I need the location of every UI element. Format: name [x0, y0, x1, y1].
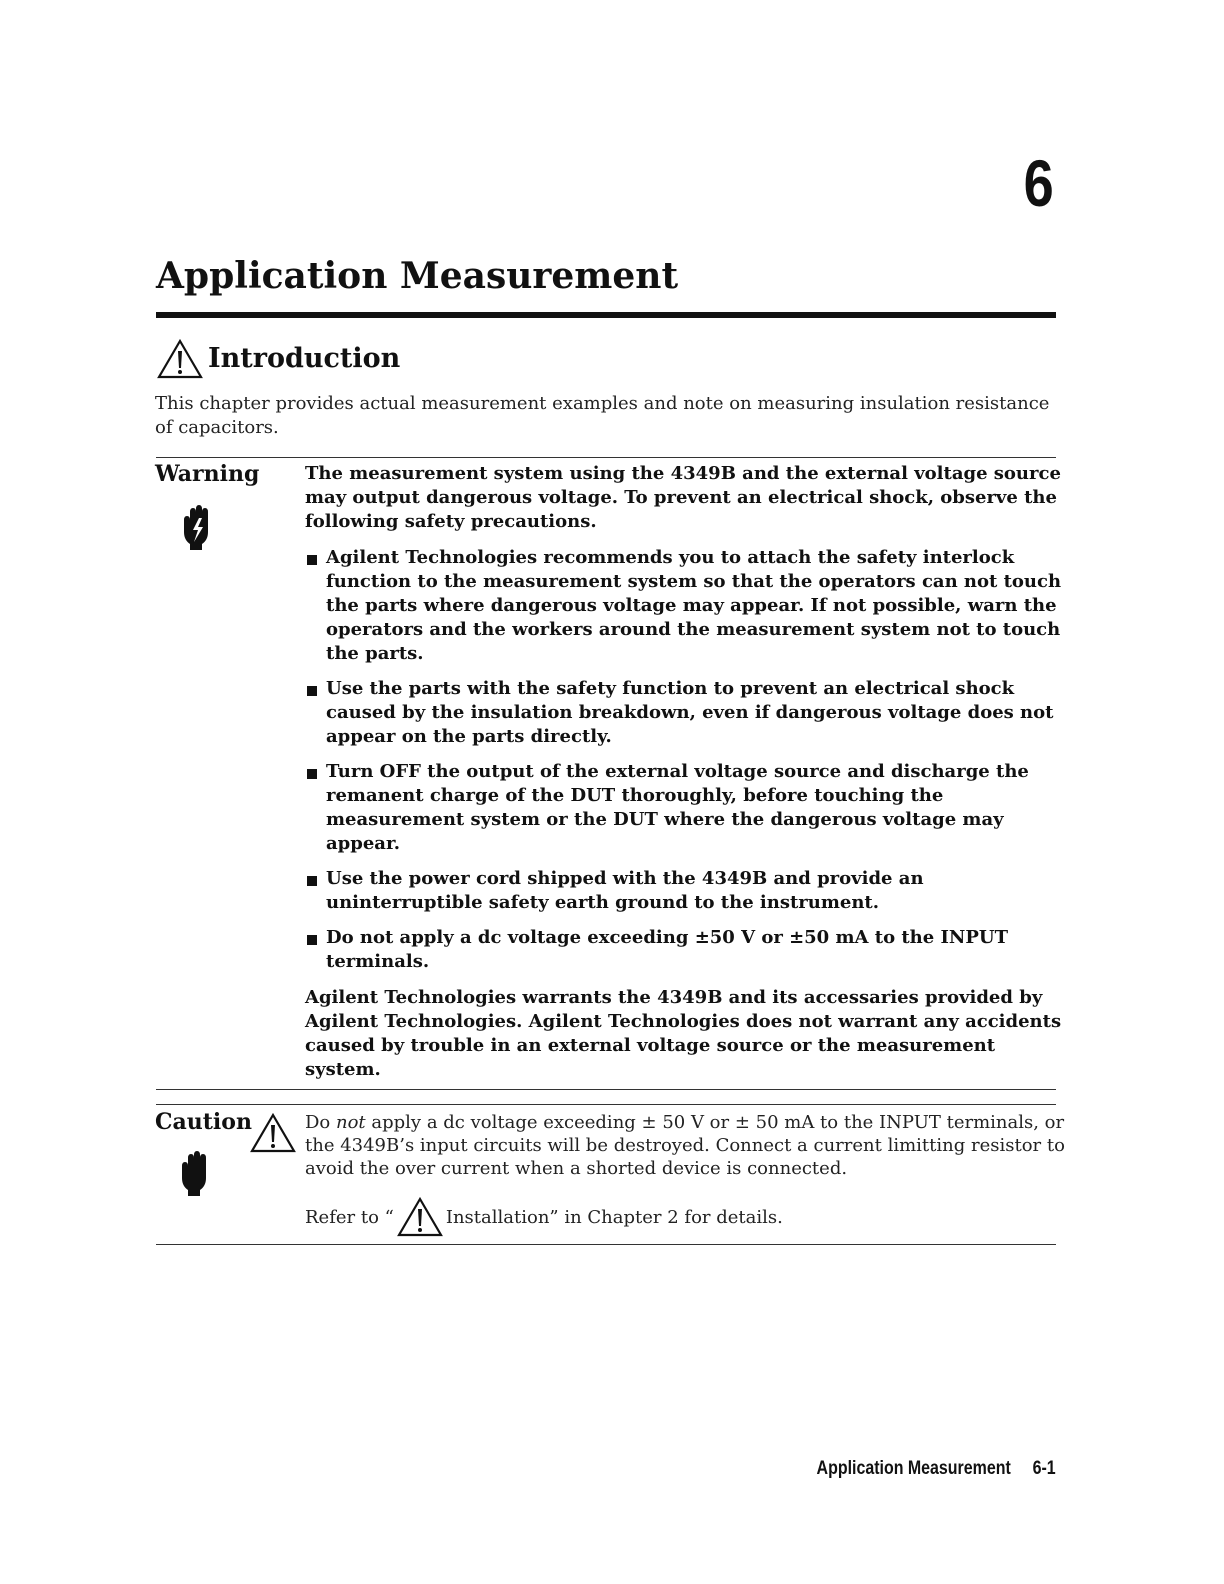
caution-text — [305, 1111, 1065, 1180]
list-item-text: Use the parts with the safety function to prevent an electrical shock caused by the insulation breakdown, even if dangerous voltage does not appear on the parts directly. — [326, 678, 1054, 747]
list-item-text: Agilent Technologies recommends you to attach the safety interlock function to the measurement system so that the operators can not touch the parts where dangerous voltage may appear. If not possible, warn the operators and the workers around the measurement system not to touch the parts. — [326, 547, 1062, 664]
bullet-icon — [307, 769, 317, 779]
caution-emphasis: not — [336, 1112, 366, 1133]
bullet-icon — [307, 686, 317, 696]
caution-label: Caution — [155, 1109, 252, 1135]
caution-text-start: Do — [305, 1112, 336, 1133]
bullet-icon — [307, 876, 317, 886]
divider — [156, 1244, 1056, 1245]
list-item-text: Use the power cord shipped with the 4349B and provide an uninterruptible safety earth ground to the instrument. — [326, 868, 924, 913]
list-item — [305, 546, 1065, 666]
chapter-title: Application Measurement — [156, 255, 679, 297]
warning-intro: The measurement system using the 4349B and the external voltage source may output dangerous voltage. To prevent an electrical shock, observe the following safety precautions. — [305, 463, 1061, 532]
page-number: 6-1 — [1032, 1458, 1056, 1479]
chapter-number: 6 — [1023, 146, 1054, 220]
caution-text-end: apply a dc voltage exceeding ± 50 V or ± 50 mA to the INPUT terminals, or the 4349B’s input circuits will be destroyed. Connect a current limitting resistor to avoid the over current when a shorted device is connected. — [305, 1112, 1065, 1179]
caution-reference — [305, 1196, 1065, 1238]
page-footer — [817, 1458, 1056, 1480]
reference-prefix: Refer to “ — [305, 1206, 394, 1228]
warning-list — [305, 546, 1065, 974]
warning-triangle-icon — [156, 338, 204, 380]
section-heading-text: Introduction — [208, 343, 401, 374]
divider — [156, 457, 1056, 458]
caution-body — [305, 1111, 1065, 1238]
divider — [156, 1089, 1056, 1090]
list-item — [305, 677, 1065, 749]
bullet-icon — [307, 935, 317, 945]
hand-icon — [178, 1148, 212, 1198]
warning-triangle-icon — [249, 1112, 297, 1154]
list-item — [305, 760, 1065, 856]
bullet-icon — [307, 555, 317, 565]
divider — [156, 1104, 1056, 1105]
footer-section: Application Measurement — [816, 1458, 1012, 1479]
warning-body — [305, 462, 1065, 1082]
reference-suffix: Installation” in Chapter 2 for details. — [445, 1206, 783, 1228]
hand-shock-icon — [180, 502, 214, 552]
section-heading-introduction — [156, 338, 400, 380]
warning-closing: Agilent Technologies warrants the 4349B and its accessaries provided by Agilent Technologies. Agilent Technologies does not warrant any accidents caused by trouble in an external voltage source or the measurement system. — [305, 987, 1062, 1080]
list-item — [305, 926, 1065, 974]
warning-triangle-icon — [396, 1196, 444, 1238]
list-item-text: Turn OFF the output of the external voltage source and discharge the remanent charge of the DUT thoroughly, before touching the measurement system or the DUT where the dangerous voltage may appear. — [326, 761, 1029, 854]
list-item-text: Do not apply a dc voltage exceeding ±50 V or ±50 mA to the INPUT terminals. — [326, 927, 1008, 972]
warning-label: Warning — [155, 461, 260, 487]
title-rule — [156, 312, 1056, 318]
intro-paragraph: This chapter provides actual measurement examples and note on measuring insulation resistance of capacitors. — [155, 393, 1050, 438]
list-item — [305, 867, 1065, 915]
